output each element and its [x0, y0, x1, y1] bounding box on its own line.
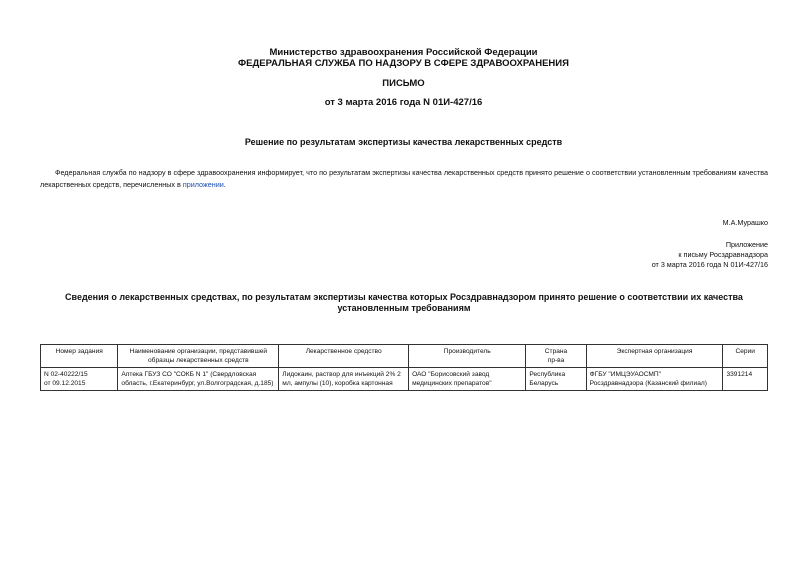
body-paragraph-end: . — [223, 180, 226, 189]
header-organization-line-1: Наименование организации, представившей — [129, 348, 268, 355]
body-paragraph — [40, 167, 768, 191]
cell-organization — [118, 368, 279, 391]
cell-series: 3391214 — [723, 368, 768, 391]
cell-manufacturer-line-2: медицинских препаратов" — [412, 380, 492, 387]
header-expert-organization: Экспертная организация — [586, 345, 723, 368]
header-organization-line-2: образцы лекарственных средств — [148, 357, 249, 364]
cell-expert-line-2: Росздравнадзора (Казанский филиал) — [589, 380, 707, 387]
header-manufacturer: Производитель — [409, 345, 526, 368]
cell-organization-line-2: область, г.Екатеринбург, ул.Волгоградская, д.185) — [121, 380, 274, 387]
table-row — [41, 368, 768, 391]
appendix-line-1: Приложение — [725, 240, 768, 249]
document-date-number: от 3 марта 2016 года N 01И-427/16 — [324, 97, 483, 108]
body-paragraph-text: Федеральная служба по надзору в сфере здравоохранения информирует, что по результатам экспертизы качества лекарственных средств принято решение о соответствии установленным требованиям качества лекарственных средств, перечисленных в — [40, 168, 768, 189]
cell-drug-line-2: мл, ампулы (10), коробка картонная — [282, 380, 393, 387]
cell-manufacturer — [409, 368, 526, 391]
header-country-line-1: Страна — [544, 348, 568, 355]
document-type: ПИСЬМО — [382, 78, 425, 89]
header-country-line-2: пр-ва — [547, 357, 565, 364]
appendix-note — [652, 240, 768, 270]
cell-expert-line-1: ФГБУ "ИМЦЭУАОСМП" — [589, 371, 661, 378]
header-task-number: Номер задания — [41, 345, 118, 368]
document-subject: Решение по результатам экспертизы качества лекарственных средств — [244, 137, 563, 147]
cell-task-number-line-2: от 09.12.2015 — [44, 380, 86, 387]
header-series: Серии — [723, 345, 768, 368]
cell-manufacturer-line-1: ОАО "Борисовский завод — [412, 371, 490, 378]
info-heading: Сведения о лекарственных средствах, по результатам экспертизы качества которых Росздравнадзором принято решение о соответствии их качества установленным требованиям — [65, 292, 743, 313]
header-organization — [118, 345, 279, 368]
medicines-table — [40, 344, 768, 391]
cell-drug — [279, 368, 409, 391]
table-header-row — [41, 345, 768, 368]
cell-country-line-2: Беларусь — [529, 380, 559, 387]
header-drug: Лекарственное средство — [279, 345, 409, 368]
cell-task-number — [41, 368, 118, 391]
appendix-line-3: от 3 марта 2016 года N 01И-427/16 — [651, 260, 768, 269]
cell-country-line-1: Республика — [529, 371, 566, 378]
header-country — [526, 345, 586, 368]
cell-country — [526, 368, 586, 391]
ministry-name: Министерство здравоохранения Российской Федерации — [269, 47, 538, 58]
cell-task-number-line-1: N 02-40222/15 — [44, 371, 88, 378]
cell-expert-organization — [586, 368, 723, 391]
appendix-link[interactable]: приложении — [182, 180, 224, 189]
signature: М.А.Мурашко — [722, 218, 768, 227]
appendix-line-2: к письму Росздравнадзора — [678, 250, 768, 259]
cell-drug-line-1: Лидокаин, раствор для инъекций 2% 2 — [282, 371, 401, 378]
cell-organization-line-1: Аптека ГБУЗ СО "СОКБ N 1" (Свердловская — [121, 371, 257, 378]
service-name: ФЕДЕРАЛЬНАЯ СЛУЖБА ПО НАДЗОРУ В СФЕРЕ ЗДРАВООХРАНЕНИЯ — [238, 58, 569, 69]
